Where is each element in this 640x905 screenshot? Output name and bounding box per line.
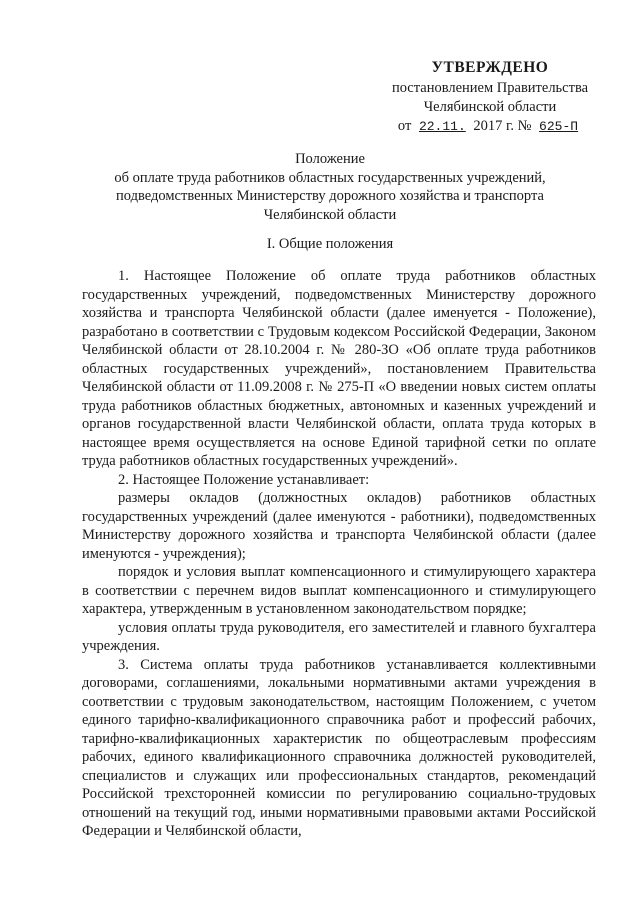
approval-line-1: постановлением Правительства [391,80,589,96]
paragraph-1: 1. Настоящее Положение об оплате труда работников областных государственных учреждений, подведомственных Министерству дорожного хозяйства и транспорта Челябинской области (далее именуется - Положение), разработано в соответствии с Трудовым кодексом Российской Федерации, Законом Челябинской области от 28.10.2004 г. № 280-ЗО «Об оплате труда работников областных государственных учреждений», постановлением Правительства Челябинской области от 11.09.2008 г. № 275-П «О введении новых систем оплаты труда работников областных бюджетных, автономных и казенных учреждений и органов государственной власти Челябинской области, оплата труда которых в настоящее время осуществляется на основе Единой тарифной сетки по оплате труда работников областных государственных учреждений». [82,268,596,469]
approval-stamp [372,58,608,136]
date-prefix: от [397,118,412,134]
paragraph-6: 3. Система оплаты труда работников устанавливается коллективными договорами, соглашениями, локальными нормативными актами учреждения в соответствии с трудовым законодательством, настоящим Положением, с учетом единого тарифно-квалификационного справочника работ и профессий рабочих, тарифно-квалификационных характеристик по общеотраслевым профессиям рабочих, единого квалификационного справочника должностей руководителей, специалистов и служащих или профессиональных стандартов, рекомендаций Российской трехсторонней комиссии по регулированию социально-трудовых отношений на текущий год, иными нормативными правовыми актами Российской Федерации и Челябинской области, [82,656,596,839]
section-heading: I. Общие положения [266,236,394,252]
document-title [60,150,600,224]
title-line-4: Челябинской области [263,206,397,223]
paragraph-3: размеры окладов (должностных окладов) работников областных государственных учреждений (далее именуются - работники), подведомственных Министерству дорожного хозяйства и транспорта Челябинской области (далее именуются - учреждения); [82,490,596,562]
resolution-number: 625-П [539,119,579,134]
paragraph-5: условия оплаты труда руководителя, его заместителей и главного бухгалтера учреждения. [82,619,596,654]
title-line-1: Положение [295,151,365,167]
paragraph-4: порядок и условия выплат компенсационного и стимулирующего характера в соответствии с перечнем видов выплат компенсационного и стимулирующего характера, утвержденным в установленном законодательством порядке; [82,564,596,617]
approval-line-2: Челябинской области [423,99,557,115]
date-value: 22.11. [418,119,466,134]
approval-heading: УТВЕРЖДЕНО [431,59,549,76]
year-text: 2017 г. № [473,118,532,134]
approval-dateline [372,117,608,136]
paragraph-2: 2. Настоящее Положение устанавливает: [118,471,370,488]
document-body [82,267,596,841]
title-line-2: об оплате труда работников областных государственных учреждений, [114,169,546,186]
title-line-3: подведомственных Министерству дорожного хозяйства и транспорта [116,188,544,204]
